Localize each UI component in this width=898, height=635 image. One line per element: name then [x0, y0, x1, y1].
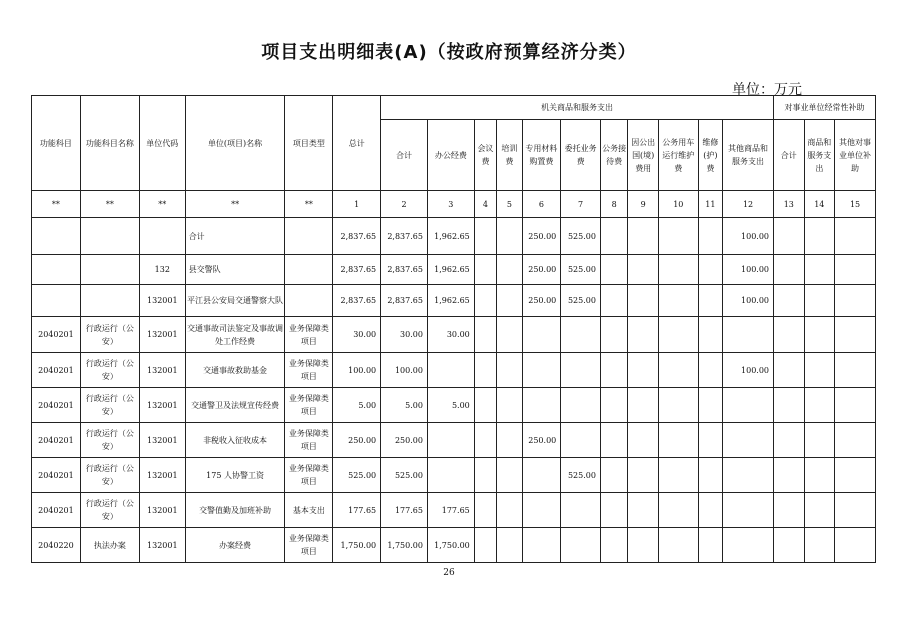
table-cell	[600, 388, 627, 423]
table-cell: 平江县公安局交通警察大队	[185, 285, 285, 317]
table-body	[32, 191, 876, 563]
table-cell: 100.00	[333, 353, 381, 388]
table-cell	[698, 458, 722, 493]
table-cell	[628, 218, 659, 255]
table-cell: 业务保障类项目	[285, 388, 333, 423]
table-cell	[427, 353, 474, 388]
table-cell	[427, 423, 474, 458]
table-cell: 行政运行（公安）	[80, 353, 139, 388]
index-cell: 10	[658, 191, 698, 218]
header-g1-col: 公务用车运行维护费	[658, 120, 698, 191]
table-cell: 1,962.65	[427, 218, 474, 255]
table-cell	[474, 285, 496, 317]
table-cell	[497, 255, 522, 285]
table-cell	[474, 493, 496, 528]
header-function-name: 功能科目名称	[80, 96, 139, 191]
header-g2-col: 合计	[774, 120, 805, 191]
table-cell	[804, 353, 835, 388]
table-cell: 行政运行（公安）	[80, 458, 139, 493]
table-cell: 1,962.65	[427, 285, 474, 317]
table-cell: 基本支出	[285, 493, 333, 528]
table-title: 项目支出明细表(A)（按政府预算经济分类）	[261, 42, 637, 63]
table-cell: 交警值勤及加班补助	[185, 493, 285, 528]
table-cell: 业务保障类项目	[285, 458, 333, 493]
table-cell: 100.00	[723, 353, 774, 388]
table-cell: 132001	[139, 388, 185, 423]
table-cell	[474, 458, 496, 493]
table-cell	[835, 317, 876, 353]
table-cell: 132001	[139, 493, 185, 528]
header-g1-col: 合计	[381, 120, 428, 191]
table-cell	[285, 255, 333, 285]
table-row	[32, 317, 876, 353]
table-cell: 175 人协警工资	[185, 458, 285, 493]
table-cell	[698, 493, 722, 528]
table-cell	[723, 388, 774, 423]
header-project-type: 项目类型	[285, 96, 333, 191]
table-cell	[774, 317, 805, 353]
header-g1-col: 公务接待费	[600, 120, 627, 191]
header-unit-name: 单位(项目)名称	[185, 96, 285, 191]
table-cell	[600, 493, 627, 528]
index-cell: 1	[333, 191, 381, 218]
table-cell	[723, 528, 774, 563]
table-cell	[774, 353, 805, 388]
table-cell	[774, 493, 805, 528]
table-cell: 132001	[139, 458, 185, 493]
table-cell	[522, 353, 561, 388]
table-cell	[561, 528, 601, 563]
table-cell: 250.00	[522, 423, 561, 458]
header-function-code: 功能科目	[32, 96, 81, 191]
table-cell	[698, 285, 722, 317]
index-cell: 9	[628, 191, 659, 218]
table-cell: 2040201	[32, 317, 81, 353]
index-cell: 2	[381, 191, 428, 218]
index-cell: 8	[600, 191, 627, 218]
table-cell: 132001	[139, 528, 185, 563]
table-cell	[835, 388, 876, 423]
table-row	[32, 423, 876, 458]
table-cell: 2,837.65	[381, 255, 428, 285]
table-cell: 2,837.65	[381, 218, 428, 255]
table-cell	[774, 285, 805, 317]
table-cell	[804, 285, 835, 317]
table-cell: 业务保障类项目	[285, 423, 333, 458]
table-cell	[497, 493, 522, 528]
table-cell	[698, 528, 722, 563]
table-cell	[774, 255, 805, 285]
table-cell	[628, 528, 659, 563]
table-cell: 5.00	[333, 388, 381, 423]
table-cell: 合计	[185, 218, 285, 255]
table-cell	[522, 493, 561, 528]
table-cell	[723, 423, 774, 458]
table-row	[32, 458, 876, 493]
table-cell	[658, 388, 698, 423]
table-cell: 1,962.65	[427, 255, 474, 285]
table-cell	[658, 528, 698, 563]
table-cell	[474, 218, 496, 255]
header-group-subsidy: 对事业单位经常性补助	[774, 96, 876, 120]
table-cell	[804, 493, 835, 528]
table-cell	[658, 458, 698, 493]
table-cell	[658, 423, 698, 458]
table-cell: 2,837.65	[381, 285, 428, 317]
table-cell: 177.65	[333, 493, 381, 528]
table-cell	[497, 528, 522, 563]
table-cell	[522, 388, 561, 423]
table-cell	[497, 388, 522, 423]
table-cell	[628, 353, 659, 388]
table-cell	[522, 317, 561, 353]
table-cell	[561, 353, 601, 388]
header-g1-col: 培训费	[497, 120, 522, 191]
table-cell: 行政运行（公安）	[80, 493, 139, 528]
table-cell: 132001	[139, 353, 185, 388]
table-cell: 250.00	[522, 285, 561, 317]
table-cell	[600, 353, 627, 388]
table-cell	[474, 528, 496, 563]
table-cell: 132	[139, 255, 185, 285]
table-cell	[774, 218, 805, 255]
index-cell: 5	[497, 191, 522, 218]
index-cell: 13	[774, 191, 805, 218]
table-cell: 2,837.65	[333, 218, 381, 255]
table-cell	[804, 423, 835, 458]
table-cell	[561, 423, 601, 458]
table-cell: 100.00	[723, 285, 774, 317]
table-cell: 县交警队	[185, 255, 285, 285]
table-cell	[600, 218, 627, 255]
table-cell	[658, 317, 698, 353]
table-cell: 100.00	[381, 353, 428, 388]
header-g2-col: 商品和服务支出	[804, 120, 835, 191]
table-cell	[658, 493, 698, 528]
table-cell: 2,837.65	[333, 255, 381, 285]
table-cell: 2040220	[32, 528, 81, 563]
header-g1-col: 专用材料购置费	[522, 120, 561, 191]
table-row	[32, 528, 876, 563]
table-cell	[774, 423, 805, 458]
table-cell: 525.00	[561, 218, 601, 255]
table-cell: 525.00	[381, 458, 428, 493]
table-cell	[80, 285, 139, 317]
table-cell	[522, 458, 561, 493]
table-cell	[80, 255, 139, 285]
table-cell	[723, 493, 774, 528]
table-cell: 2040201	[32, 493, 81, 528]
table-cell: 525.00	[333, 458, 381, 493]
table-cell: 132001	[139, 285, 185, 317]
table-cell	[474, 423, 496, 458]
table-cell: 1,750.00	[381, 528, 428, 563]
table-cell	[139, 218, 185, 255]
index-cell: **	[185, 191, 285, 218]
table-cell	[698, 388, 722, 423]
index-cell: 7	[561, 191, 601, 218]
index-cell: **	[285, 191, 333, 218]
table-cell	[497, 353, 522, 388]
table-cell	[32, 255, 81, 285]
table-cell	[658, 218, 698, 255]
table-cell	[698, 317, 722, 353]
index-cell: 14	[804, 191, 835, 218]
table-cell: 100.00	[723, 218, 774, 255]
table-cell	[804, 317, 835, 353]
table-cell	[474, 255, 496, 285]
index-cell: **	[139, 191, 185, 218]
table-cell	[522, 528, 561, 563]
header-g1-col: 委托业务费	[561, 120, 601, 191]
index-cell: 6	[522, 191, 561, 218]
table-cell	[804, 218, 835, 255]
table-cell	[628, 285, 659, 317]
table-cell	[698, 255, 722, 285]
table-cell	[600, 285, 627, 317]
table-cell: 行政运行（公安）	[80, 317, 139, 353]
table-cell	[561, 317, 601, 353]
table-cell	[835, 423, 876, 458]
table-cell: 非税收入征收成本	[185, 423, 285, 458]
table-cell: 525.00	[561, 458, 601, 493]
table-cell	[804, 388, 835, 423]
table-cell: 177.65	[381, 493, 428, 528]
table-cell: 5.00	[381, 388, 428, 423]
table-cell	[658, 255, 698, 285]
header-total: 总计	[333, 96, 381, 191]
table-cell	[774, 458, 805, 493]
index-cell: **	[80, 191, 139, 218]
index-cell: **	[32, 191, 81, 218]
table-cell: 交通警卫及法规宣传经费	[185, 388, 285, 423]
table-cell	[561, 493, 601, 528]
table-cell	[474, 317, 496, 353]
index-cell: 4	[474, 191, 496, 218]
header-unit-code: 单位代码	[139, 96, 185, 191]
table-cell: 250.00	[522, 218, 561, 255]
table-cell	[32, 218, 81, 255]
table-cell: 1,750.00	[333, 528, 381, 563]
table-cell: 业务保障类项目	[285, 353, 333, 388]
table-cell	[723, 458, 774, 493]
table-cell	[723, 317, 774, 353]
table-cell: 525.00	[561, 255, 601, 285]
table-cell	[835, 255, 876, 285]
table-cell	[497, 458, 522, 493]
table-cell	[285, 218, 333, 255]
table-cell	[774, 388, 805, 423]
table-cell: 100.00	[723, 255, 774, 285]
table-cell	[497, 285, 522, 317]
table-cell	[835, 528, 876, 563]
table-cell	[600, 423, 627, 458]
table-cell	[32, 285, 81, 317]
table-cell: 1,750.00	[427, 528, 474, 563]
table-row	[32, 255, 876, 285]
table-cell	[497, 423, 522, 458]
table-cell: 行政运行（公安）	[80, 423, 139, 458]
table-cell	[835, 353, 876, 388]
table-cell	[628, 255, 659, 285]
table-cell: 250.00	[333, 423, 381, 458]
table-cell	[698, 218, 722, 255]
header-g2-col: 其他对事业单位补助	[835, 120, 876, 191]
table-row	[32, 218, 876, 255]
table-cell	[658, 353, 698, 388]
table-cell	[600, 528, 627, 563]
table-cell	[628, 458, 659, 493]
table-cell: 业务保障类项目	[285, 528, 333, 563]
table-cell: 132001	[139, 423, 185, 458]
table-cell	[804, 458, 835, 493]
table-cell	[427, 458, 474, 493]
table-cell	[774, 528, 805, 563]
table-cell	[835, 493, 876, 528]
table-cell	[80, 218, 139, 255]
table-cell: 525.00	[561, 285, 601, 317]
table-cell	[835, 285, 876, 317]
table-cell	[835, 218, 876, 255]
table-cell	[285, 285, 333, 317]
table-cell: 2040201	[32, 458, 81, 493]
table-cell: 2040201	[32, 423, 81, 458]
header-g1-col: 维修(护)费	[698, 120, 722, 191]
table-cell	[658, 285, 698, 317]
index-cell: 3	[427, 191, 474, 218]
table-row	[32, 493, 876, 528]
table-cell: 2040201	[32, 353, 81, 388]
page-number: 26	[443, 568, 455, 578]
table-cell	[804, 528, 835, 563]
table-cell	[804, 255, 835, 285]
table-cell: 250.00	[522, 255, 561, 285]
table-cell: 30.00	[381, 317, 428, 353]
table-cell: 业务保障类项目	[285, 317, 333, 353]
table-cell	[698, 353, 722, 388]
table-cell	[628, 317, 659, 353]
table-cell: 办案经费	[185, 528, 285, 563]
table-cell: 执法办案	[80, 528, 139, 563]
table-cell: 30.00	[427, 317, 474, 353]
table-cell	[628, 423, 659, 458]
header-g1-col: 其他商品和服务支出	[723, 120, 774, 191]
index-cell: 11	[698, 191, 722, 218]
header-g1-col: 因公出国(境)费用	[628, 120, 659, 191]
table-cell	[497, 218, 522, 255]
header-g1-col: 办公经费	[427, 120, 474, 191]
table-cell: 交通事故救助基金	[185, 353, 285, 388]
unit-label: 单位：万元	[732, 82, 802, 98]
table-cell	[698, 423, 722, 458]
table-cell: 177.65	[427, 493, 474, 528]
table-cell: 交通事故司法鉴定及事故调处工作经费	[185, 317, 285, 353]
table-cell: 行政运行（公安）	[80, 388, 139, 423]
table-cell: 2040201	[32, 388, 81, 423]
table-cell: 2,837.65	[333, 285, 381, 317]
index-cell: 15	[835, 191, 876, 218]
table-cell	[474, 353, 496, 388]
table-cell	[497, 317, 522, 353]
table-cell	[628, 388, 659, 423]
table-cell	[600, 317, 627, 353]
table-cell	[628, 493, 659, 528]
index-row	[32, 191, 876, 218]
header-group-goods-services: 机关商品和服务支出	[381, 96, 774, 120]
table-cell: 132001	[139, 317, 185, 353]
table-cell	[561, 388, 601, 423]
table-cell: 250.00	[381, 423, 428, 458]
table-cell	[474, 388, 496, 423]
header-g1-col: 会议费	[474, 120, 496, 191]
table-cell	[835, 458, 876, 493]
table-row	[32, 285, 876, 317]
table-row	[32, 388, 876, 423]
table-cell: 5.00	[427, 388, 474, 423]
table-cell	[600, 255, 627, 285]
table-row	[32, 353, 876, 388]
expenditure-table	[31, 95, 876, 563]
table-cell: 30.00	[333, 317, 381, 353]
table-cell	[600, 458, 627, 493]
index-cell: 12	[723, 191, 774, 218]
